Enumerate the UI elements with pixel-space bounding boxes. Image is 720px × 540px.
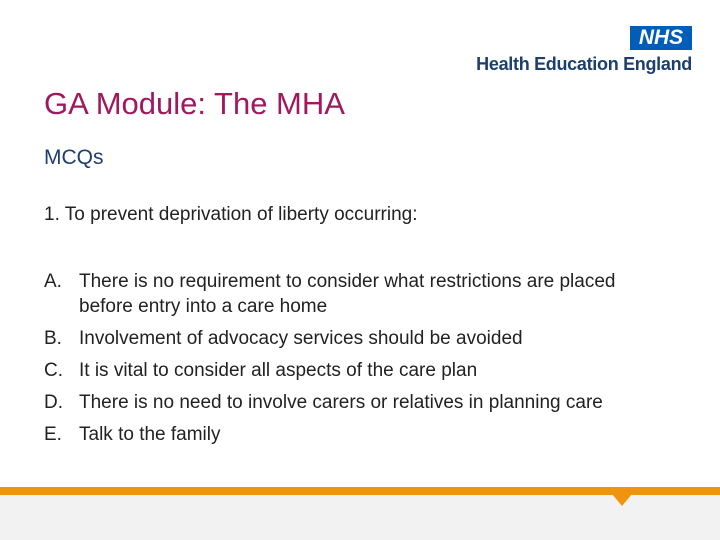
option-text: Talk to the family [79, 424, 221, 445]
option-letter: B. [44, 328, 62, 349]
option-text: Involvement of advocacy services should be avoided [79, 328, 523, 349]
option-letter: D. [44, 392, 63, 413]
org-name: Health Education England [476, 54, 692, 74]
option-a [44, 269, 664, 319]
option-letter: C. [44, 360, 63, 381]
footer-notch [612, 494, 632, 506]
option-letter: A. [44, 271, 62, 292]
option-text: There is no need to involve carers or relatives in planning care [79, 392, 603, 413]
option-text: There is no requirement to consider what restrictions are placed before entry into a care home [79, 271, 616, 317]
option-b [44, 326, 664, 351]
slide-subtitle: MCQs [44, 146, 104, 169]
option-e [44, 422, 664, 447]
answer-options [44, 269, 664, 454]
hee-logo [447, 26, 692, 76]
option-c [44, 358, 664, 383]
slide-title: GA Module: The MHA [44, 86, 345, 121]
option-text: It is vital to consider all aspects of the care plan [79, 360, 478, 381]
option-d [44, 390, 664, 415]
option-letter: E. [44, 424, 62, 445]
nhs-badge: NHS [630, 26, 692, 50]
question-text: 1. To prevent deprivation of liberty occurring: [44, 204, 418, 225]
